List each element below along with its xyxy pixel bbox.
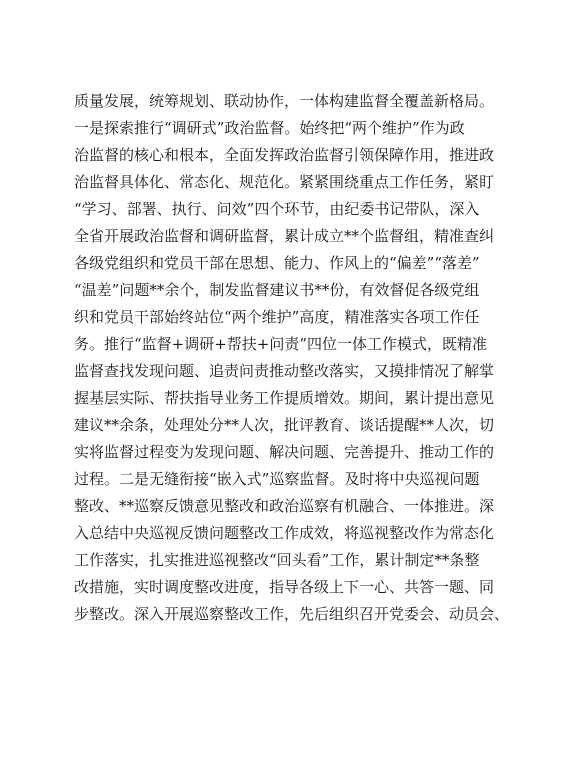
- text-line: 各级党组织和党员干部在思想、能力、作风上的“偏差”“落差”: [74, 254, 480, 272]
- text-line: 质量发展，统筹规划、联动协作，一体构建监督全覆盖新格局。: [74, 92, 495, 110]
- text-line: 步整改。深入开展巡察整改工作，先后组织召开党委会、动员会、: [74, 605, 510, 623]
- text-line: 入总结中央巡视反馈问题整改工作成效，将巡视整改作为常态化: [74, 524, 495, 542]
- text-line: 务。推行“监督+调研+帮扶+问责”四位一体工作模式，既精准: [74, 335, 488, 353]
- text-line: 工作落实，扎实推进巡视整改“回头看”工作，累计制定**条整: [74, 551, 480, 569]
- text-line: 织和党员干部始终站位“两个维护”高度，精准落实各项工作任: [74, 308, 480, 326]
- text-line: 建议**余条，处理处分**人次，批评教育、谈话提醒**人次，切: [74, 416, 495, 434]
- text-line: “学习、部署、执行、问效”四个环节，由纪委书记带队，深入: [74, 200, 480, 218]
- text-line: 治监督具体化、常态化、规范化。紧紧围绕重点工作任务，紧盯: [74, 173, 495, 191]
- text-line: “温差”问题**余个，制发监督建议书**份，有效督促各级党组: [74, 281, 480, 299]
- text-line: 全省开展政治监督和调研监督，累计成立**个监督组，精准查纠: [74, 227, 495, 245]
- body-text: [74, 88, 520, 628]
- text-line: 整改、**巡察反馈意见整改和政治巡察有机融合、一体推进。深: [74, 497, 495, 515]
- text-line: 治监督的核心和根本，全面发挥政治监督引领保障作用，推进政: [74, 146, 495, 164]
- text-line: 握基层实际、帮扶指导业务工作提质增效。期间，累计提出意见: [74, 389, 495, 407]
- text-line: 改措施，实时调度整改进度，指导各级上下一心、共答一题、同: [74, 578, 495, 596]
- text-line: 一是探索推行“调研式”政治监督。始终把“两个维护”作为政: [74, 119, 465, 137]
- text-line: 监督查找发现问题、追责问责推动整改落实，又摸排情况了解掌: [74, 362, 495, 380]
- text-line: 实将监督过程变为发现问题、解决问题、完善提升、推动工作的: [74, 443, 495, 461]
- text-line: 过程。二是无缝衔接“嵌入式”巡察监督。及时将中央巡视问题: [74, 470, 480, 488]
